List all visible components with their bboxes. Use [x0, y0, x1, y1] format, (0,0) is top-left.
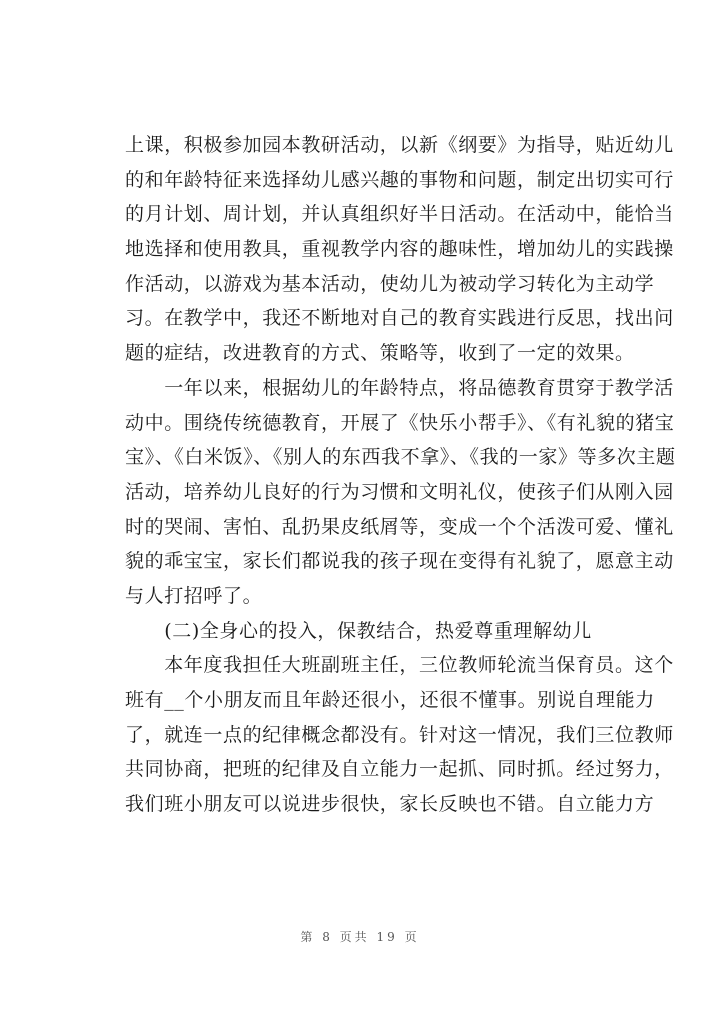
- text-line: 本年度我担任大班副班主任，三位教师轮流当保育员。这个: [125, 654, 674, 677]
- text-line: 宝》、《白米饭》、《别人的东西我不拿》、《我的一家》等多次主题: [125, 446, 676, 469]
- text-line: 一年以来，根据幼儿的年龄特点，将品德教育贯穿于教学活: [125, 376, 674, 399]
- text-line: 时的哭闹、害怕、乱扔果皮纸屑等，变成一个个活泼可爱、懂礼: [125, 515, 674, 538]
- text-line: 的月计划、周计划，并认真组织好半日活动。在活动中，能恰当: [125, 203, 674, 226]
- page-number-footer: 第 8 页共 19 页: [300, 930, 420, 944]
- text-line: 活动，培养幼儿良好的行为习惯和文明礼仪，使孩子们从刚入园: [125, 480, 674, 503]
- text-line: 班有__个小朋友而且年龄还很小，还很不懂事。别说自理能力: [125, 689, 655, 711]
- text-line: 我们班小朋友可以说进步很快，家长反映也不错。自立能力方: [125, 793, 655, 816]
- text-line: 作活动，以游戏为基本活动，使幼儿为被动学习转化为主动学: [125, 272, 655, 295]
- text-line: 了，就连一点的纪律概念都没有。针对这一情况，我们三位教师: [125, 723, 674, 746]
- text-line: 貌的乖宝宝，家长们都说我的孩子现在变得有礼貌了，愿意主动: [125, 550, 674, 573]
- text-line: 上课，积极参加园本教研活动，以新《纲要》为指导，贴近幼儿: [125, 134, 674, 156]
- text-line: 共同协商，把班的纪律及自立能力一起抓、同时抓。经过努力，: [125, 758, 674, 781]
- text-line: 动中。围绕传统德教育，开展了《快乐小帮手》、《有礼貌的猪宝: [125, 411, 675, 434]
- section-heading: (二)全身心的投入，保教结合，热爱尊重理解幼儿: [125, 619, 592, 642]
- text-line: 的和年龄特征来选择幼儿感兴趣的事物和问题，制定出切实可行: [125, 168, 674, 191]
- body-text: [125, 128, 676, 822]
- text-line: 题的症结，改进教育的方式、策略等，收到了一定的效果。: [125, 342, 635, 365]
- text-line: 与人打招呼了。: [125, 584, 263, 607]
- text-line: 习。在教学中，我还不断地对自己的教育实践进行反思，找出问: [125, 307, 674, 330]
- text-line: 地选择和使用教具，重视教学内容的趣味性，增加幼儿的实践操: [125, 238, 674, 261]
